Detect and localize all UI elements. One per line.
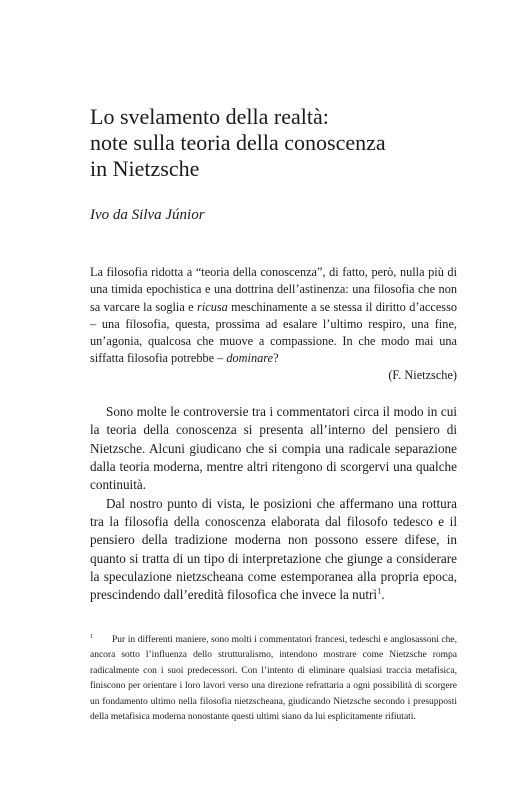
title-line-3: in Nietzsche [90, 156, 200, 181]
title-line-1: Lo svelamento della realtà: [90, 104, 329, 129]
footnote-text: Pur in differenti maniere, sono molti i commentatori francesi, tedeschi e anglosassoni che, ancora sotto l’influenza dello strutturalismo, intendono mostrare come Nietzsche rompa radicalmente con i suoi predecessori. Con l’intento di eliminare qualsiasi traccia metafisica, finiscono per orientare i loro lavori verso una direzione refrattaria a ogni possibilità di scorgere un fondamento ultimo nella filosofia nietzscheana, giudicando Nietzsche secondo i presupposti della metafisica moderna nonostante questi ultimi siano da lui esplicitamente rifiutati. [90, 635, 457, 723]
epigraph-text-2: meschinamente a se stessa il diritto d’accesso – una filosofia, questa, prossima ad esalare l’ultimo respiro, una fine, un’agonia, qualcosa che muove a compassione. In che modo mai una siffatta filosofia potrebbe – [90, 299, 458, 366]
epigraph-text-1: La filosofia ridotta a “teoria della conoscenza”, di fatto, però, nulla più di una timida epochistica e una dottrina dell’astinenza: una filosofia che non sa varcare la soglia e [90, 265, 457, 314]
paragraph-1: Sono molte le controversie tra i commentatori circa il modo in cui la teoria della conoscenza si presenta all’interno del pensiero di Nietzsche. Alcuni giudicano che si compia una radicale separazione dalla teoria moderna, mentre altri ritengono di scorgervi una qualche continuità. [90, 404, 457, 493]
paragraph-2-end: . [381, 587, 385, 603]
paragraph-2 [90, 495, 457, 605]
epigraph-emphasis-2: dominare [226, 351, 274, 366]
article-title [90, 104, 470, 182]
epigraph-source: (F. Nietzsche) [388, 368, 457, 382]
paragraph-2-text: Dal nostro punto di vista, le posizioni che affermano una rottura tra la filosofia della conoscenza elaborata dal filosofo tedesco e il pensiero della tradizione moderna non possono essere difese, in quanto si tratta di un tipo di interpretazione che giunge a considerare la speculazione nietzscheana come estemporanea alla propria epoca, prescindendo dall’eredità filosofica che invece la nutrì [90, 495, 457, 603]
footnote-number-label: 1 [90, 633, 94, 640]
footnote-reference[interactable]: 1 [377, 586, 382, 597]
body-text [90, 403, 457, 605]
epigraph-text-3: ? [273, 351, 279, 366]
epigraph-emphasis-1: ricusa [197, 299, 228, 314]
title-line-2: note sulla teoria della conoscenza [90, 130, 386, 155]
footnote-number [90, 633, 112, 648]
epigraph [90, 264, 457, 368]
footnote [90, 633, 457, 725]
author-name: Ivo da Silva Júnior [90, 207, 205, 223]
